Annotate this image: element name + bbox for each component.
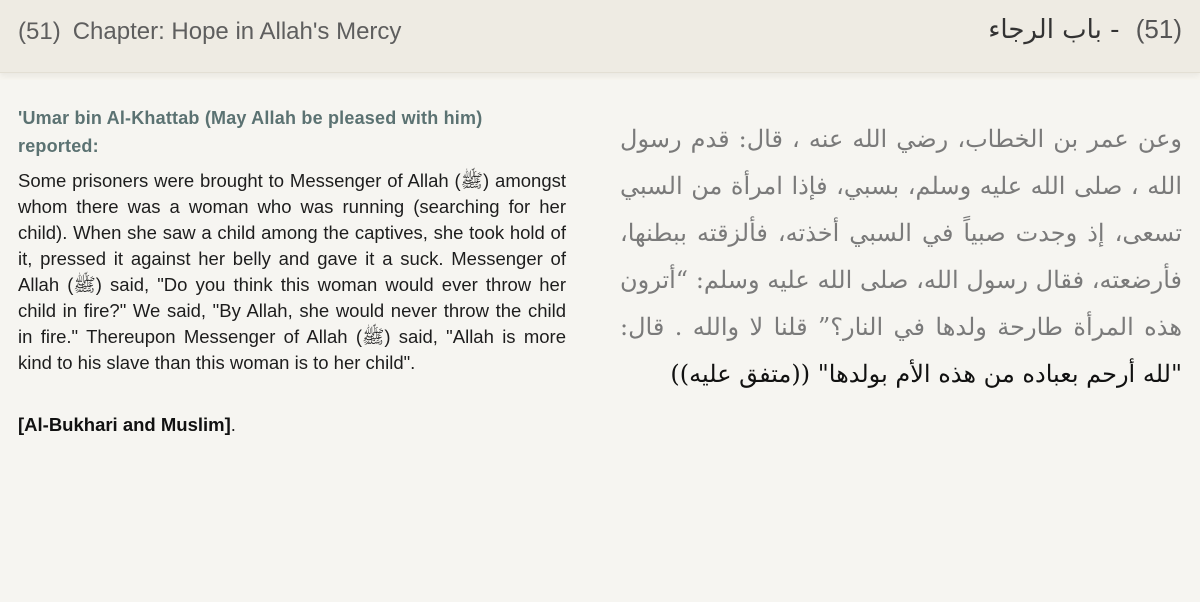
- chapter-header: [0, 0, 1200, 73]
- chapter-number: (51): [18, 18, 61, 45]
- hadith-text-en: Some prisoners were brought to Messenger of Allah (ﷺ) amongst whom there was a woman who was running (searching for her child). When she saw a child among the captives, she took hold of it, pressed it against her belly and gave it a suck. Messenger of Allah (ﷺ) said, "Do you think this woman would ever throw her child in fire?" We said, "By Allah, she would never throw the child in fire." Thereupon Messenger of Allah (ﷺ) said, "Allah is more kind to his slave than this woman is to her child".: [18, 170, 566, 373]
- chapter-title-en: Chapter: Hope in Allah's Mercy: [72, 18, 402, 45]
- english-column: [18, 104, 566, 438]
- hadith-text-ar: وعن عمر بن الخطاب، رضي الله عنه ، قال: قدم رسول الله ، صلى الله عليه وسلم، بسبي، فإذا امرأة من السبي تسعى، إذ وجدت صبياً في السبي أخذته، فألزقته ببطنها، فأرضعته، فقال رسول الله، صلى الله عليه وسلم: “أترون هذه المرأة طارحة ولدها في النار؟” قلنا لا والله . قال:: [620, 125, 1182, 341]
- reference-period: .: [230, 414, 236, 435]
- chapter-number-ar: (51): [1135, 14, 1182, 44]
- arabic-column: [620, 116, 1182, 398]
- chapter-heading-en: [18, 18, 401, 46]
- hadith-reference: [18, 412, 566, 438]
- chapter-heading-ar: [988, 14, 1182, 45]
- chapter-title-ar: - باب الرجاء: [988, 15, 1120, 45]
- reference-source: [Al-Bukhari and Muslim]: [18, 414, 231, 435]
- narrator: 'Umar bin Al-Khattab (May Allah be pleased with him) reported:: [18, 108, 483, 156]
- hadith-quote-ar: "لله أرحم بعباده من هذه الأم بولدها" ((متفق عليه)): [670, 360, 1182, 388]
